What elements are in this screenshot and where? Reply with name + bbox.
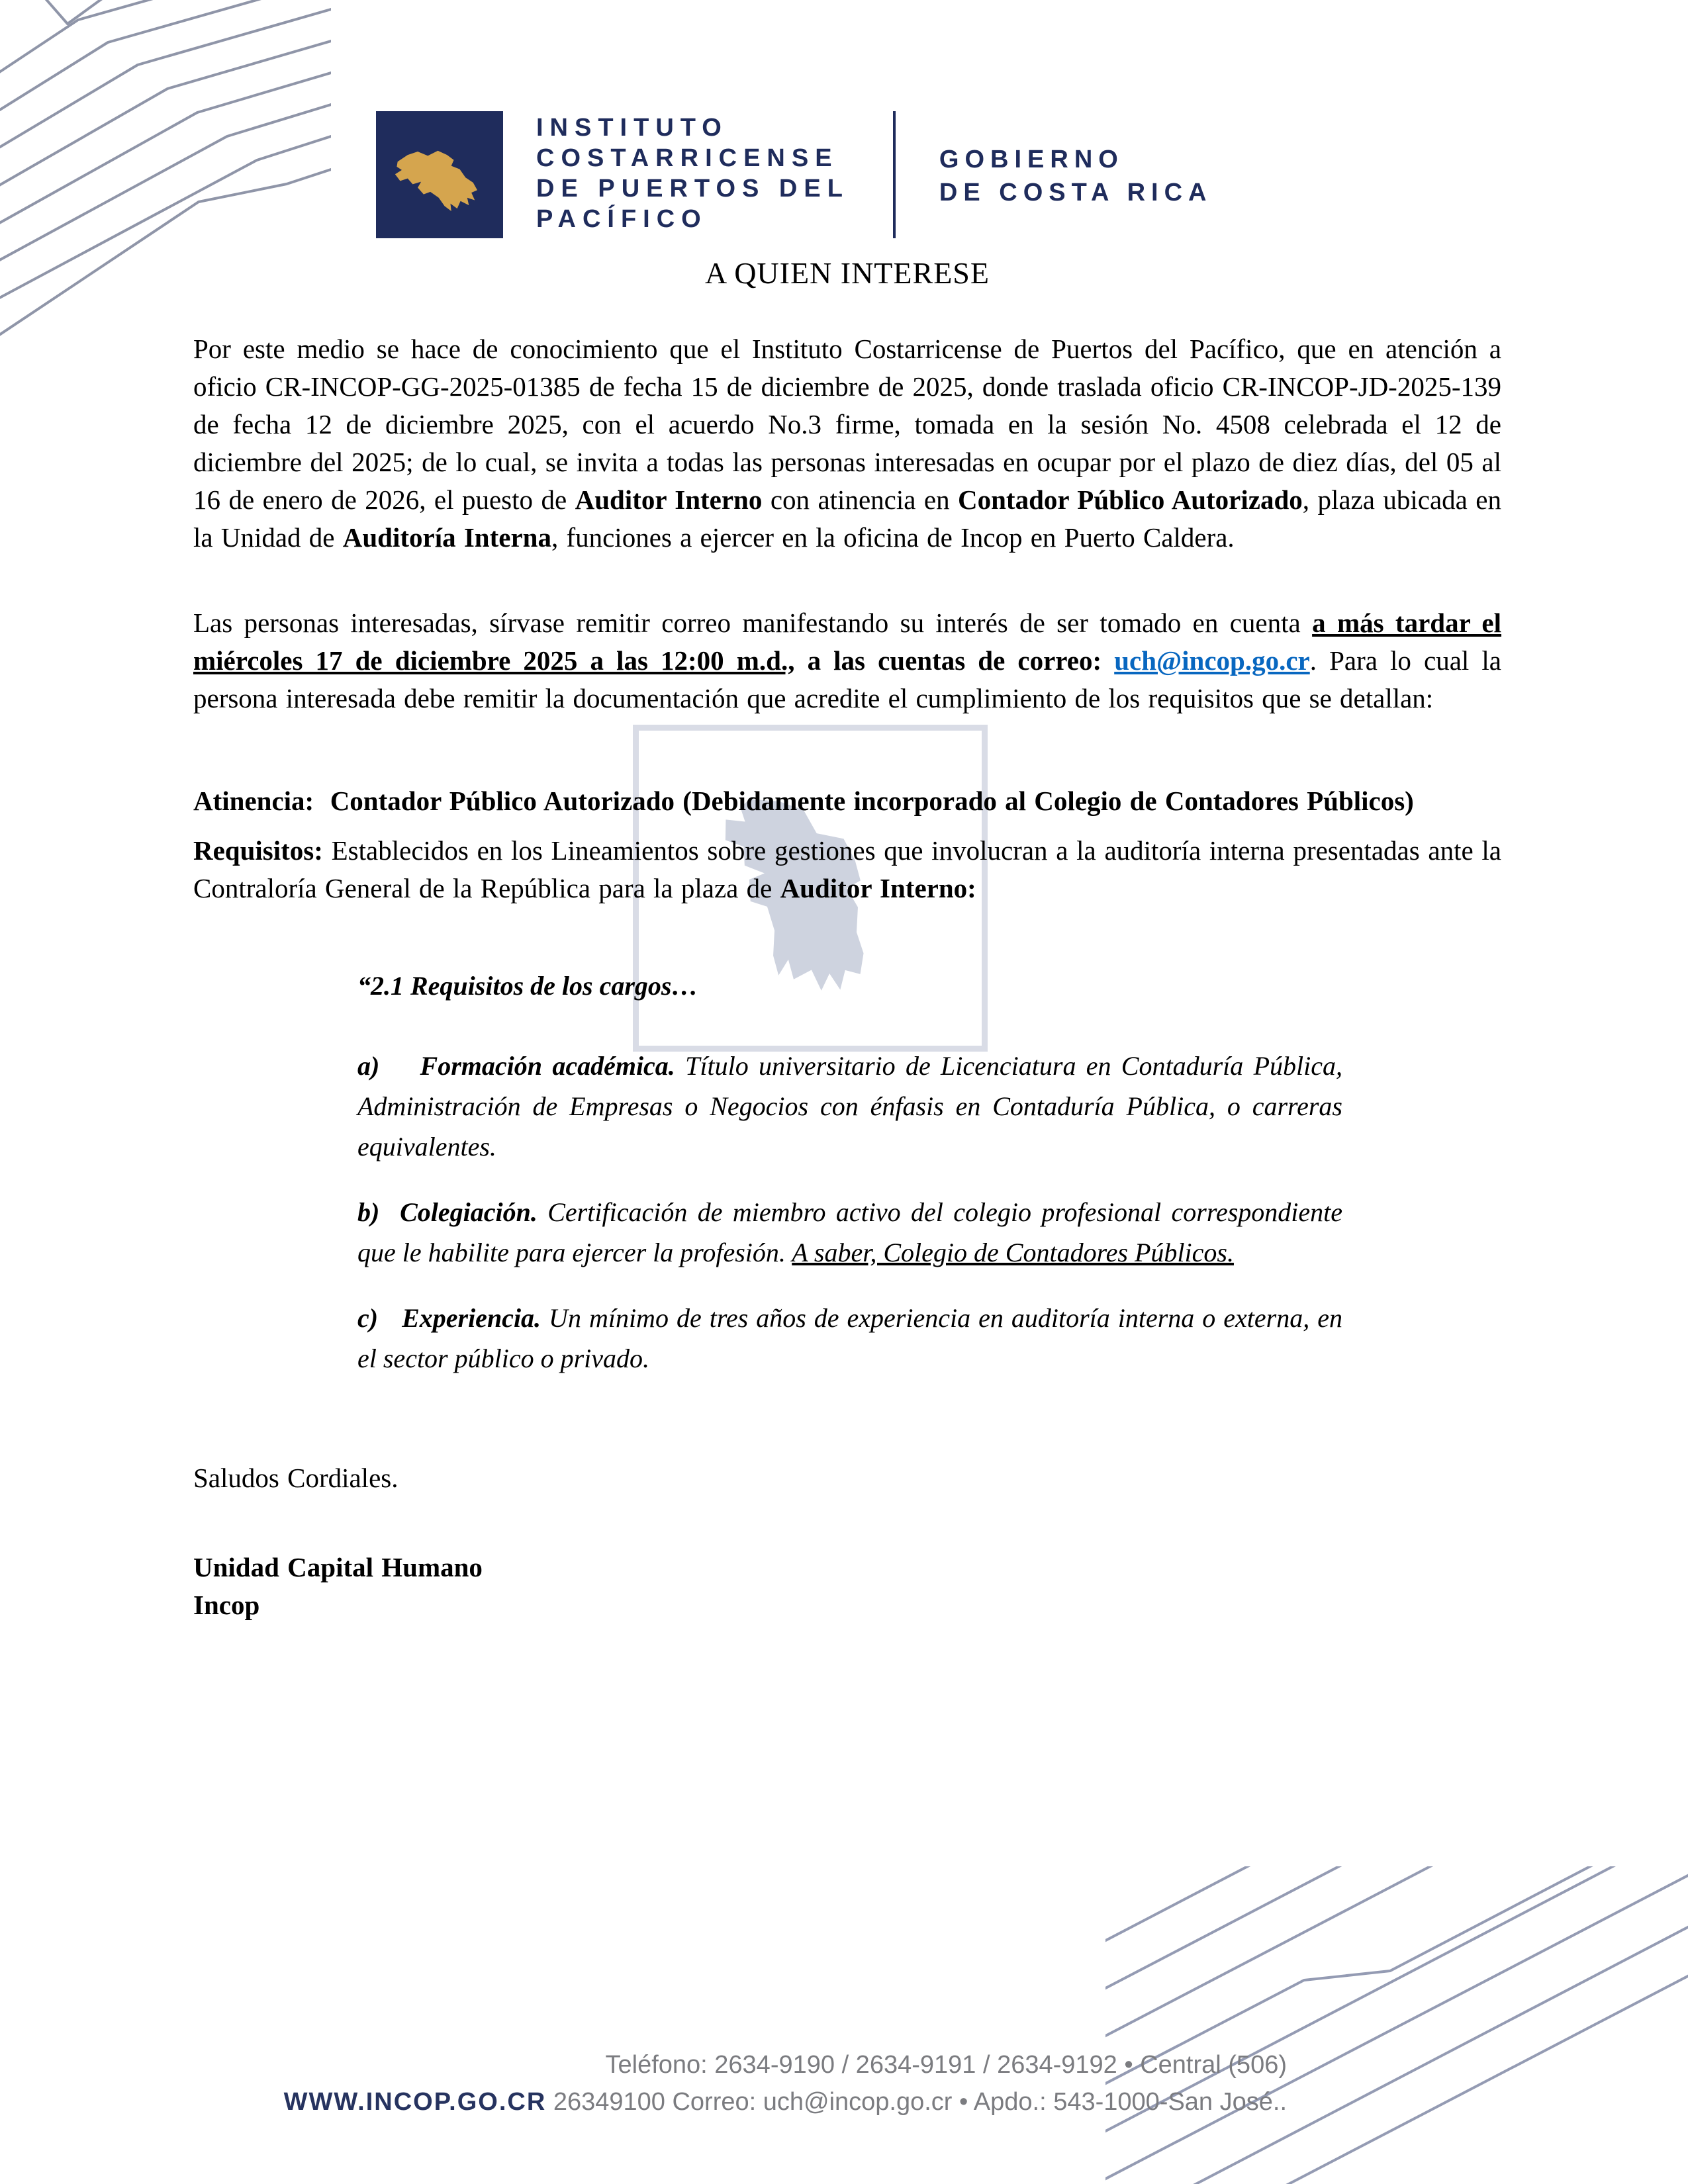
footer-contact-line (284, 2083, 1287, 2120)
signature-unit (193, 1549, 1501, 1586)
email-link[interactable]: uch@incop.go.cr (1114, 645, 1310, 676)
signature-block (193, 1549, 1501, 1624)
header-divider (893, 111, 896, 238)
text-segment: Título universitario de Licenciatura en Contaduría Pública, Administración de Empresas o Negocios con énfasis en Contaduría Pública, o carreras equivalentes. (357, 1051, 1342, 1161)
letter-title: A QUIEN INTERESE (705, 256, 990, 290)
quote-item-a (357, 1046, 1342, 1167)
text-segment: Atinencia: Contador Público Autorizado (Debidamente incorporado al Colegio de Contadores Públicos) (193, 786, 1414, 816)
text-segment: a) Formación académica. (357, 1051, 675, 1081)
text-segment: Auditor Interno: (780, 873, 976, 903)
text-line: COSTARRICENSE (536, 144, 839, 172)
footer (284, 2046, 1287, 2120)
text-segment: Requisitos: (193, 835, 332, 866)
text-line: PACÍFICO (536, 205, 708, 233)
text-line: DE COSTA RICA (939, 179, 1213, 206)
footer-phone-line: Teléfono: 2634-9190 / 2634-9191 / 2634-9192 • Central (506) (605, 2051, 1287, 2079)
text-segment: Unidad Capital Humano (193, 1552, 483, 1582)
closing-salutation (193, 1459, 1501, 1497)
costa-rica-map-icon (389, 133, 490, 217)
text-line: INSTITUTO (536, 114, 728, 142)
text-segment: , plaza ubicada en la Unidad de (193, 484, 1501, 553)
text-segment: . Para lo cual la persona interesada debe remitir la documentación que acredite el cumplimiento de los requisitos que se detallan: (193, 645, 1501, 713)
text-segment: Certificación de miembro activo del colegio profesional correspondiente que le habilite para ejercer la profesión. (357, 1197, 1342, 1267)
text-segment: Auditor Interno (575, 484, 763, 515)
footer-contact-rest: 26349100 Correo: uch@incop.go.cr • Apdo.: 543-1000-San José.. (546, 2088, 1287, 2116)
text-segment: b) Colegiación. (357, 1197, 538, 1227)
text-segment: Establecidos en los Lineamientos sobre gestiones que involucran a la auditoría interna presentadas ante la Contraloría General de la República para la plaza de (193, 835, 1501, 903)
text-segment: Auditoría Interna (342, 522, 551, 553)
text-segment: A saber, Colegio de Contadores Públicos. (792, 1238, 1234, 1267)
quote-title (357, 966, 1342, 1006)
text-segment: “2.1 Requisitos de los cargos… (357, 971, 698, 1001)
paragraph-deadline (193, 604, 1501, 717)
text-segment: Incop (193, 1590, 260, 1620)
text-segment: Por este medio se hace de conocimiento que el Instituto Costarricense de Puertos del Pacífico, que en atención a oficio CR-INCOP-GG-2025-01385 de fecha 15 de diciembre de 2025, donde traslada oficio CR-INCOP-JD-2025-139 de fecha 12 de diciembre 2025, con el acuerdo No.3 firme, tomada en la sesión No. 4508 celebrada el 12 de diciembre del 2025; de lo cual, se invita a todas las personas interesadas en ocupar por el plazo de diez días, del 05 al 16 de enero de 2026, el puesto de (193, 334, 1501, 515)
text-segment: con atinencia en (762, 484, 959, 515)
text-segment: Las personas interesadas, sírvase remitir correo manifestando su interés de ser tomado en cuenta (193, 608, 1313, 638)
footer-website[interactable]: WWW.INCOP.GO.CR (283, 2088, 547, 2116)
text-segment: , funciones a ejercer en la oficina de Incop en Puerto Caldera. (551, 522, 1235, 553)
text-segment: a más tardar el miércoles 17 de diciembre 2025 a las 12:00 m.d., (193, 608, 1502, 676)
org-name (536, 113, 849, 234)
paragraph-announcement (193, 330, 1501, 557)
paragraph-requisitos (193, 832, 1501, 907)
text-segment: Un mínimo de tres años de experiencia en auditoría interna o externa, en el sector público o privado. (357, 1303, 1342, 1373)
incop-logo (376, 111, 503, 238)
quote-item-b (357, 1192, 1342, 1273)
text-line: GOBIERNO (939, 146, 1124, 173)
government-name (939, 143, 1213, 209)
corner-lines-bottom-right-decoration (1105, 1866, 1688, 2184)
text-segment: Contador Público Autorizado (958, 484, 1303, 515)
quote-item-c (357, 1298, 1342, 1379)
text-segment: a las cuentas de correo: (794, 645, 1115, 676)
text-segment: Saludos Cordiales. (193, 1463, 399, 1493)
text-line: DE PUERTOS DEL (536, 175, 849, 203)
signature-org (193, 1586, 1501, 1624)
text-segment: c) Experiencia. (357, 1303, 541, 1333)
paragraph-atinencia (193, 782, 1501, 820)
letterhead (376, 0, 1501, 238)
